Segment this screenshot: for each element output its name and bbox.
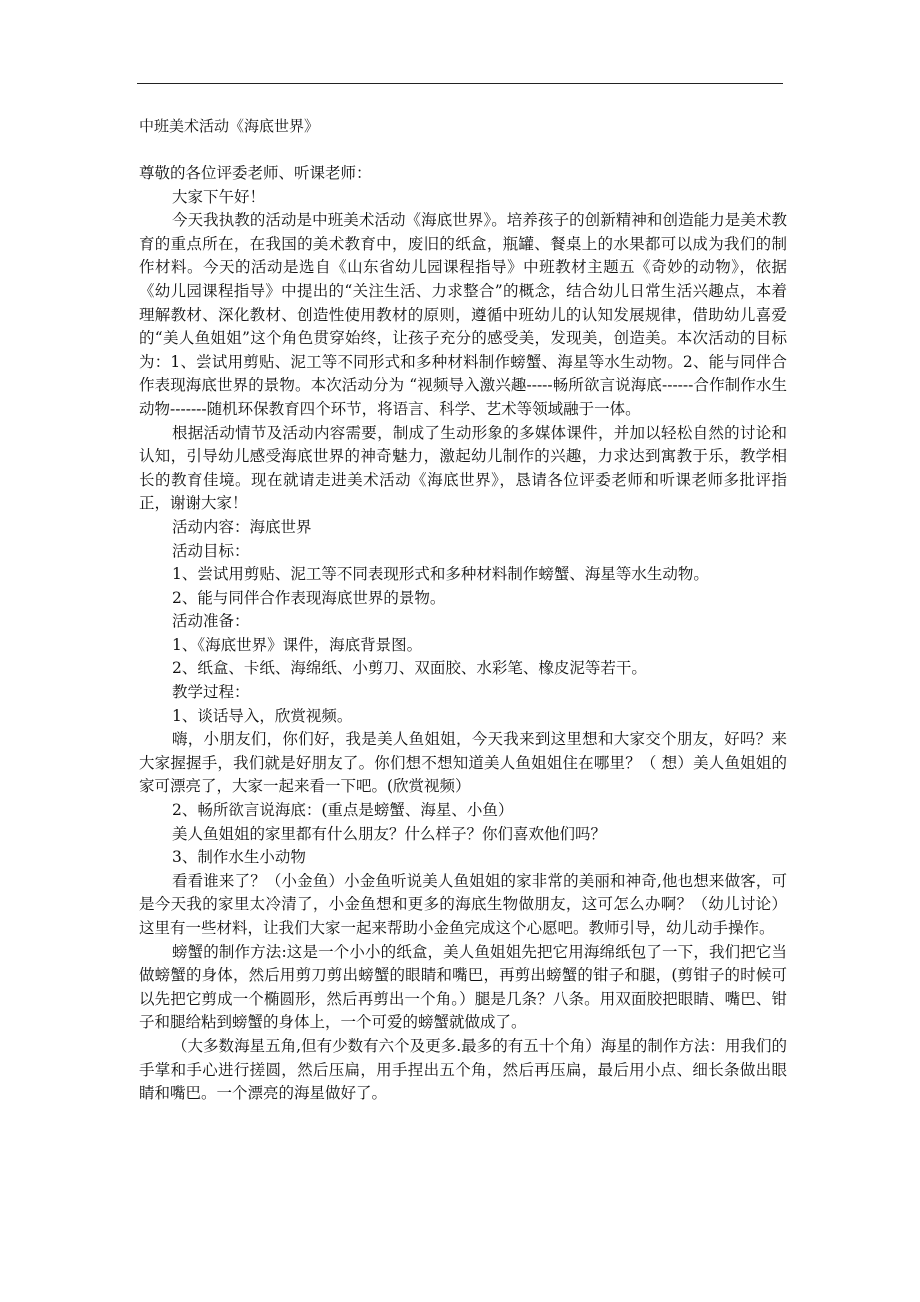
paragraph: 教学过程： (172, 683, 250, 702)
paragraph: 活动准备： (172, 612, 250, 631)
paragraph: 今天我执教的活动是中班美术活动《海底世界》。培养孩子的创新精神和创造能力是美术教育的重点所在，在我国的美术教育中，废旧的纸盒，瓶罐、餐桌上的水果都可以成为我们的制作材料。今天的活动是选自《山东省幼儿园课程指导》中班教材主题五《奇妙的动物》，依据《幼儿园课程指导》中提出的“关注生活、力求整合”的概念，结合幼儿日常生活兴趣点，本着理解教材、深化教材、创造性使用教材的原则，遵循中班幼儿的认知发展规律，借助幼儿喜爱的“美人鱼姐姐”这个角色贯穿始终，让孩子充分的感受美，发现美，创造美。本次活动的目标为：1、尝试用剪贴、泥工等不同形式和多种材料制作螃蟹、海星等水生动物。2、能与同伴合作表现海底世界的景物。本次活动分为 “视频导入激兴趣-----畅所欲言说海底------合作制作水生动物-------随机环保教育四个环节，将语言、科学、艺术等领域融于一体。 (139, 211, 787, 418)
paragraph: 1、《海底世界》课件，海底背景图。 (172, 635, 423, 654)
paragraph: （大多数海星五角,但有少数有六个及更多.最多的有五十个角）海星的制作方法：用我们的手掌和手心进行搓圆，然后压扁，用手捏出五个角，然后再压扁，最后用小点、细长条做出眼睛和嘴巴。一个漂亮的海星做好了。 (139, 1036, 787, 1103)
paragraph: 螃蟹的制作方法:这是一个小小的纸盒，美人鱼姐姐先把它用海绵纸包了一下，我们把它当做螃蟹的身体，然后用剪刀剪出螃蟹的眼睛和嘴巴，再剪出螃蟹的钳子和腿，(剪钳子的时候可以先把它剪成一个椭圆形，然后再剪出一个角。）腿是几条？八条。用双面胶把眼睛、嘴巴、钳子和腿给粘到螃蟹的身体上，一个可爱的螃蟹就做成了。 (139, 942, 787, 1032)
paragraph: 2、纸盒、卡纸、海绵纸、小剪刀、双面胶、水彩笔、橡皮泥等若干。 (172, 659, 647, 678)
paragraph: 嗨，小朋友们，你们好，我是美人鱼姐姐，今天我来到这里想和大家交个朋友，好吗？来大家握握手，我们就是好朋友了。你们想不想知道美人鱼姐姐住在哪里？（ 想）美人鱼姐姐的家可漂亮了，大家一起来看一下吧。(欣赏视频） (139, 730, 787, 796)
paragraph: 3、制作水生小动物 (172, 848, 306, 867)
paragraph: 美人鱼姐姐的家里都有什么朋友？什么样子？你们喜欢他们吗？ (172, 824, 607, 843)
document-body (139, 162, 787, 1106)
paragraph: 活动目标： (172, 541, 250, 560)
paragraph: 1、尝试用剪贴、泥工等不同表现形式和多种材料制作螃蟹、海星等水生动物。 (172, 565, 709, 584)
paragraph: 看看谁来了？（小金鱼）小金鱼听说美人鱼姐姐的家非常的美丽和神奇,他也想来做客，可是今天我的家里太冷清了，小金鱼想和更多的海底生物做朋友，这可怎么办啊？（幼儿讨论）这里有一些材料，让我们大家一起来帮助小金鱼完成这个心愿吧。教师引导，幼儿动手操作。 (139, 871, 787, 937)
paragraph: 1、谈话导入，欣赏视频。 (172, 706, 353, 725)
paragraph: 大家下午好！ (172, 187, 266, 206)
document-title: 中班美术活动《海底世界》 (139, 117, 320, 135)
paragraph: 根据活动情节及活动内容需要，制成了生动形象的多媒体课件，并加以轻松自然的讨论和认知，引导幼儿感受海底世界的神奇魅力，激起幼儿制作的兴趣，力求达到寓教于乐，教学相长的教育佳境。现在就请走进美术活动《海底世界》，恳请各位评委老师和听课老师多批评指正，谢谢大家！ (139, 423, 787, 513)
paragraph: 活动内容：海底世界 (172, 517, 312, 536)
paragraph: 2、能与同伴合作表现海底世界的景物。 (172, 588, 446, 607)
header-rule (137, 83, 783, 84)
paragraph: 尊敬的各位评委老师、听课老师： (139, 164, 372, 182)
paragraph: 2、畅所欲言说海底：(重点是螃蟹、海星、小鱼） (172, 801, 514, 820)
